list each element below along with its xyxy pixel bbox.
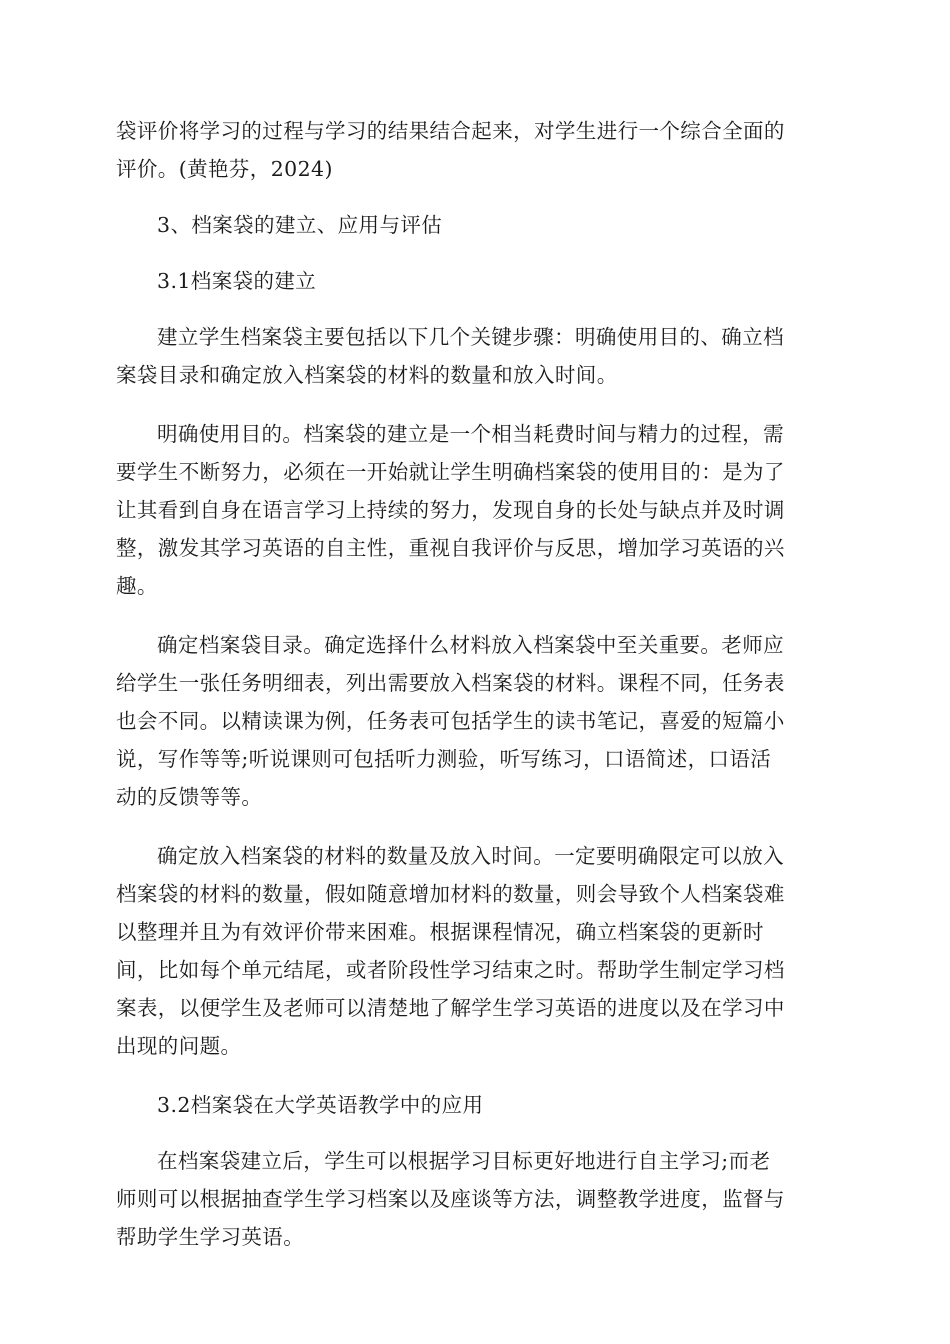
text-line: 间，比如每个单元结尾，或者阶段性学习结束之时。帮助学生制定学习档: [116, 958, 785, 982]
paragraph: [116, 626, 836, 816]
section-heading: 3、档案袋的建立、应用与评估: [157, 213, 443, 237]
paragraph: [116, 837, 836, 1065]
subsection-heading: 3.2档案袋在大学英语教学中的应用: [157, 1093, 484, 1117]
text-line: 给学生一张任务明细表，列出需要放入档案袋的材料。课程不同，任务表: [116, 671, 785, 695]
text-line: 趣。: [116, 574, 158, 598]
paragraph: [116, 1142, 836, 1256]
paragraph-continuation: [116, 112, 836, 188]
text-line: 在档案袋建立后，学生可以根据学习目标更好地进行自主学习;而老: [157, 1149, 771, 1173]
paragraph: [116, 415, 836, 605]
text-line: 师则可以根据抽查学生学习档案以及座谈等方法，调整教学进度，监督与: [116, 1187, 785, 1211]
text-line: 确定档案袋目录。确定选择什么材料放入档案袋中至关重要。老师应: [157, 633, 784, 657]
text-line: 档案袋的材料的数量，假如随意增加材料的数量，则会导致个人档案袋难: [116, 882, 785, 906]
text-line: 案表，以便学生及老师可以清楚地了解学生学习英语的进度以及在学习中: [116, 996, 785, 1020]
text-line: 帮助学生学习英语。: [116, 1225, 305, 1249]
text-line: 整，激发其学习英语的自主性，重视自我评价与反思，增加学习英语的兴: [116, 536, 785, 560]
text-line: 让其看到自身在语言学习上持续的努力，发现自身的长处与缺点并及时调: [116, 498, 785, 522]
text-line: 以整理并且为有效评价带来困难。根据课程情况，确立档案袋的更新时: [116, 920, 764, 944]
text-line: 建立学生档案袋主要包括以下几个关键步骤：明确使用目的、确立档: [157, 325, 784, 349]
text-line: 确定放入档案袋的材料的数量及放入时间。一定要明确限定可以放入: [157, 844, 784, 868]
text-line: 袋评价将学习的过程与学习的结果结合起来，对学生进行一个综合全面的: [116, 119, 785, 143]
text-line: 案袋目录和确定放入档案袋的材料的数量和放入时间。: [116, 363, 618, 387]
subsection-heading: 3.1档案袋的建立: [157, 269, 317, 293]
text-line: 明确使用目的。档案袋的建立是一个相当耗费时间与精力的过程，需: [157, 422, 784, 446]
text-line: 也会不同。以精读课为例，任务表可包括学生的读书笔记，喜爱的短篇小: [116, 709, 785, 733]
text-line: 要学生不断努力，必须在一开始就让学生明确档案袋的使用目的：是为了: [116, 460, 785, 484]
document-page: [116, 112, 836, 1256]
text-line: 出现的问题。: [116, 1034, 242, 1058]
text-line: 评价。(黄艳芬，2024): [116, 157, 333, 181]
paragraph: [116, 318, 836, 394]
text-line: 动的反馈等等。: [116, 785, 263, 809]
text-line: 说，写作等等;听说课则可包括听力测验，听写练习，口语简述，口语活: [116, 747, 772, 771]
